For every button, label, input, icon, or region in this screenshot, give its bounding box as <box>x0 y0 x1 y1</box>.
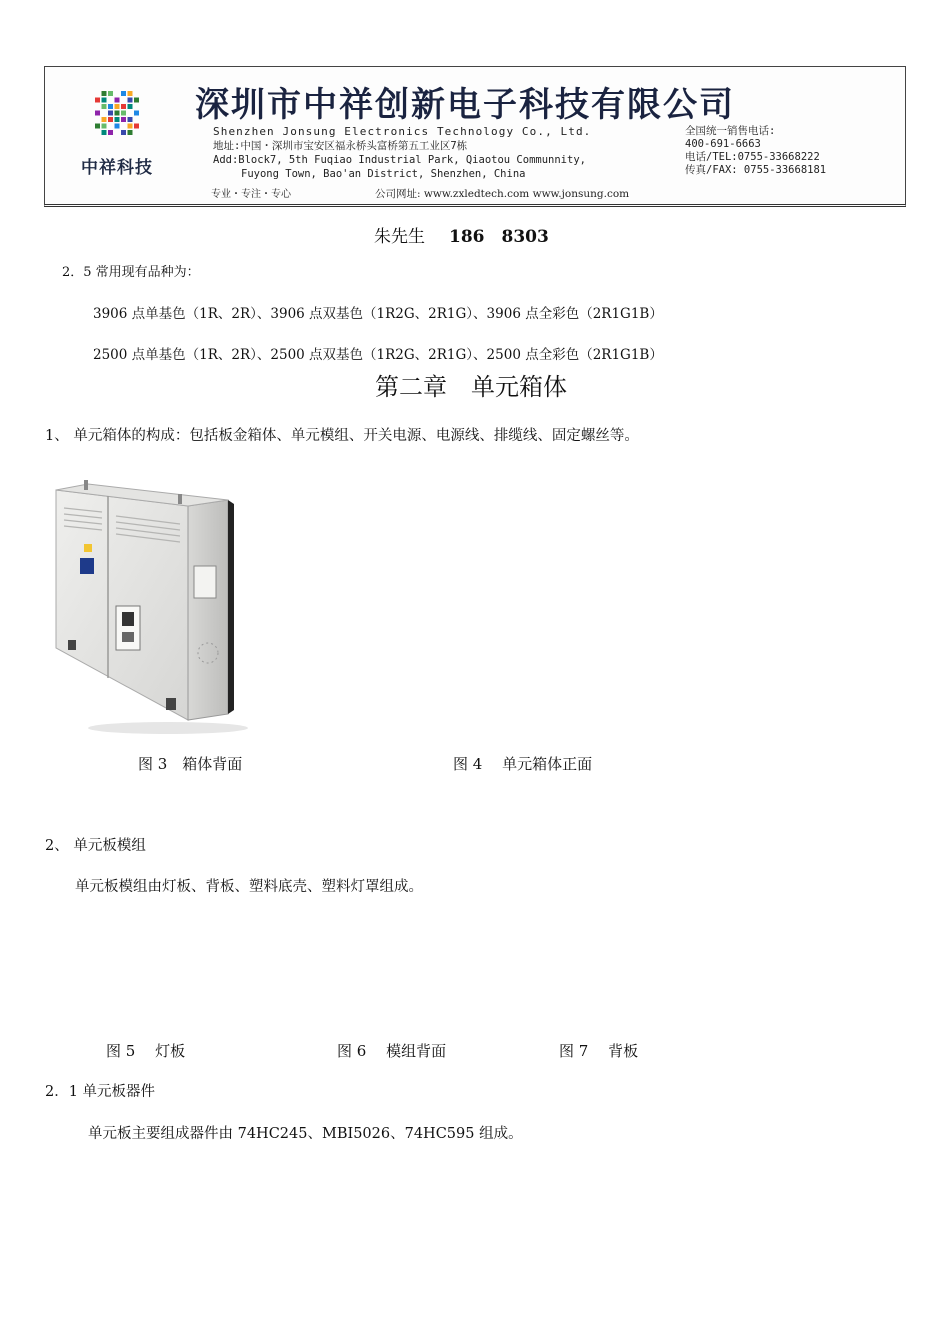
logo-pixel <box>128 104 133 109</box>
logo-pixel <box>115 104 120 109</box>
logo-pixel <box>102 91 107 96</box>
logo-pixel <box>108 91 113 96</box>
logo-pixel <box>108 111 113 116</box>
section-2-5-title: 2．5 常用现有品种为： <box>62 265 200 280</box>
logo-pixel <box>95 98 100 103</box>
fax: 传真/FAX: 0755-33668181 <box>685 164 827 176</box>
logo-pixel <box>121 111 126 116</box>
item-2-body: 单元板模组由灯板、背板、塑料底壳、塑料灯罩组成。 <box>75 879 423 895</box>
figure-6-caption: 图 6 模组背面 <box>337 1042 447 1060</box>
contact-block <box>685 125 826 177</box>
contact-phone: 186 8303 <box>449 227 549 247</box>
figure-7-caption: 图 7 背板 <box>559 1042 639 1060</box>
company-name-cn: 深圳市中祥创新电子科技有限公司 <box>195 85 735 125</box>
logo-pixel <box>128 130 133 135</box>
logo-text: 中祥科技 <box>81 158 153 178</box>
slogan: 专业・专注・专心 <box>211 189 291 200</box>
figure-3-caption: 图 3 箱体背面 <box>138 755 243 773</box>
logo-pixel <box>108 104 113 109</box>
variety-line-1: 3906 点单基色（1R、2R）、3906 点双基色（1R2G、2R1G）、3906 点全彩色（2R1G1B） <box>93 306 663 322</box>
sales-phone: 400-691-6663 <box>685 138 761 150</box>
website: 公司网址: www.zxledtech.com www.jonsung.com <box>375 188 630 200</box>
logo-pixel <box>121 130 126 135</box>
logo-pixel <box>102 104 107 109</box>
section-2-1-body: 单元板主要组成器件由 74HC245、MBI5026、74HC595 组成。 <box>88 1126 523 1142</box>
logo-pixel <box>121 104 126 109</box>
logo-pixel <box>95 111 100 116</box>
logo-pixel <box>128 98 133 103</box>
logo-pixel <box>108 117 113 122</box>
logo-pixel <box>102 130 107 135</box>
letterhead <box>44 66 906 207</box>
logo-pixel <box>134 98 139 103</box>
logo-pixel <box>128 91 133 96</box>
address-en-line1: Add:Block7, 5th Fuqiao Industrial Park, Qiaotou Communnity, <box>213 154 586 166</box>
contact-line <box>374 228 549 246</box>
logo-pixel <box>115 124 120 129</box>
contact-name: 朱先生 <box>374 227 425 247</box>
logo-pixel <box>102 117 107 122</box>
chapter-title: 第二章 单元箱体 <box>375 373 567 401</box>
logo-pixel <box>115 111 120 116</box>
logo-pixel <box>115 98 120 103</box>
logo-pixel <box>102 124 107 129</box>
item-1: 1、 单元箱体的构成：包括板金箱体、单元模组、开关电源、电源线、排缆线、固定螺丝等。 <box>45 428 639 444</box>
logo-pixel <box>134 124 139 129</box>
tel: 电话/TEL:0755-33668222 <box>685 151 820 163</box>
logo-pixel <box>134 111 139 116</box>
address-en-line2: Fuyong Town, Bao'an District, Shenzhen, China <box>241 168 526 180</box>
logo-pixel <box>108 130 113 135</box>
logo-pixel <box>128 124 133 129</box>
logo-pixel <box>95 124 100 129</box>
logo-pixel <box>102 98 107 103</box>
company-logo <box>81 91 155 201</box>
figure-5-caption: 图 5 灯板 <box>106 1042 186 1060</box>
logo-pixel-grid <box>95 91 141 137</box>
logo-pixel <box>128 117 133 122</box>
company-name-en: Shenzhen Jonsung Electronics Technology Co., Ltd. <box>213 125 592 138</box>
sales-label: 全国统一销售电话: <box>685 125 776 137</box>
variety-line-2: 2500 点单基色（1R、2R）、2500 点双基色（1R2G、2R1G）、2500 点全彩色（2R1G1B） <box>93 347 663 363</box>
logo-pixel <box>121 117 126 122</box>
address-cn: 地址:中国・深圳市宝安区福永桥头富桥第五工业区7栋 <box>213 140 468 152</box>
section-2-1-title: 2．1 单元板器件 <box>45 1084 156 1100</box>
cabinet-back-image <box>48 478 248 738</box>
item-2: 2、 单元板模组 <box>45 838 146 854</box>
logo-pixel <box>115 117 120 122</box>
logo-pixel <box>121 91 126 96</box>
figure-4-caption: 图 4 单元箱体正面 <box>453 755 593 773</box>
